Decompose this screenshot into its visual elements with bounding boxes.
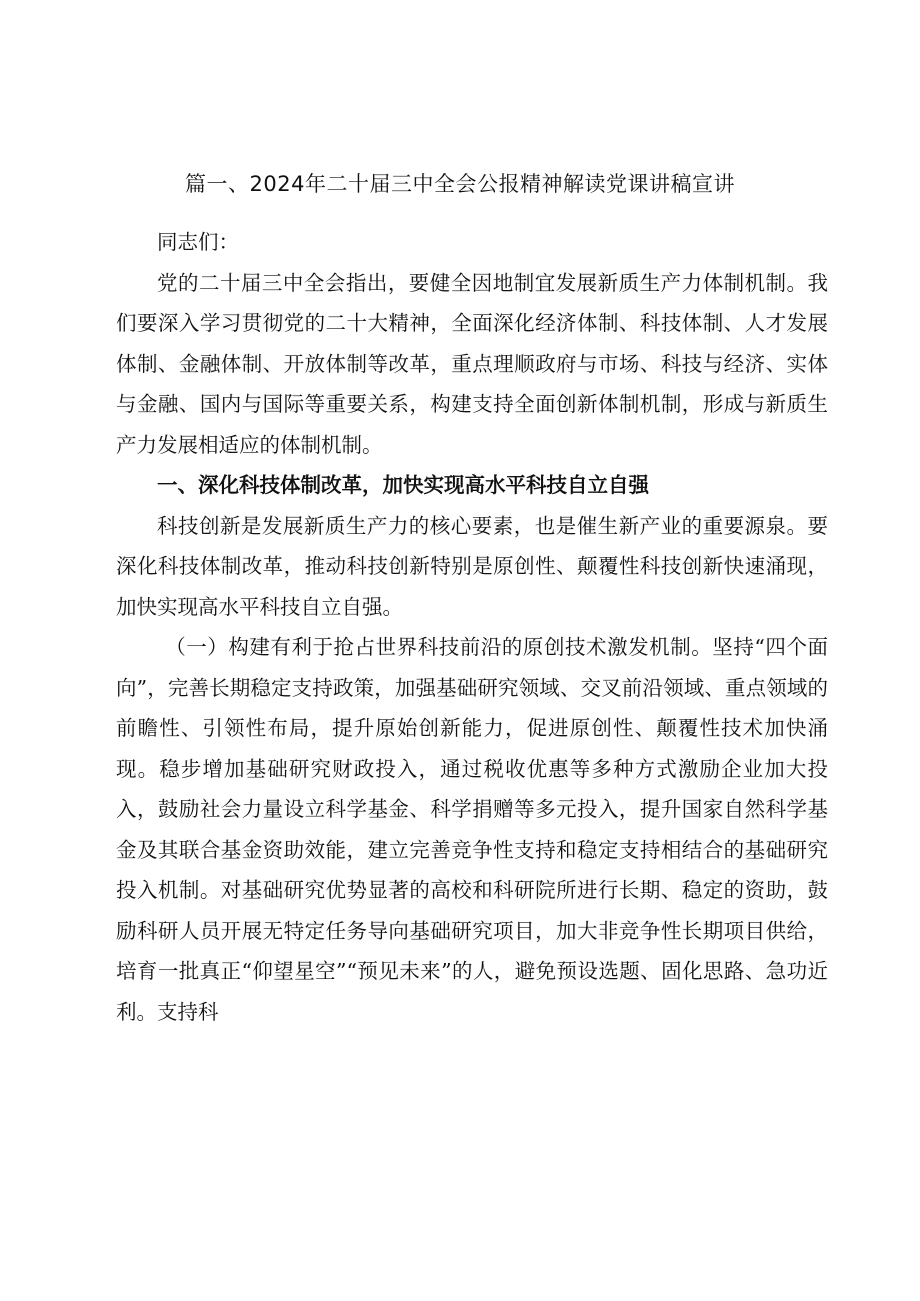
document-title: 篇一、2024年二十届三中全会公报精神解读党课讲稿宣讲 [185, 172, 735, 196]
document-body [116, 222, 828, 1032]
salutation: 同志们： [157, 230, 239, 254]
subsection-paragraph: （一）构建有利于抢占世界科技前沿的原创技术激发机制。坚持“四个面向”，完善长期稳定支持政策，加强基础研究领域、交叉前沿领域、重点领域的前瞻性、引领性布局，提升原始创新能力，促进原创性、颠覆性技术加快涌现。稳步增加基础研究财政投入，通过税收优惠等多种方式激励企业加大投入，鼓励社会力量设立科学基金、科学捐赠等多元投入，提升国家自然科学基金及其联合基金资助效能，建立完善竞争性支持和稳定支持相结合的基础研究投入机制。对基础研究优势显著的高校和科研院所进行长期、稳定的资助，鼓励科研人员开展无特定任务导向基础研究项目，加大非竞争性长期项目供给，培育一批真正“仰望星空”“预见未来”的人，避免预设选题、固化思路、急功近利。支持科 [116, 635, 828, 1024]
intro-paragraph: 党的二十届三中全会指出，要健全因地制宜发展新质生产力体制机制。我们要深入学习贯彻党的二十大精神，全面深化经济体制、科技体制、人才发展体制、金融体制、开放体制等改革，重点理顺政府与市场、科技与经济、实体与金融、国内与国际等重要关系，构建支持全面创新体制机制，形成与新质生产力发展相适应的体制机制。 [116, 270, 828, 457]
section-heading: 一、深化科技体制改革，加快实现高水平科技自立自强 [157, 473, 649, 497]
section-paragraph: 科技创新是发展新质生产力的核心要素，也是催生新产业的重要源泉。要深化科技体制改革，推动科技创新特别是原创性、颠覆性科技创新快速涌现，加快实现高水平科技自立自强。 [116, 513, 828, 619]
